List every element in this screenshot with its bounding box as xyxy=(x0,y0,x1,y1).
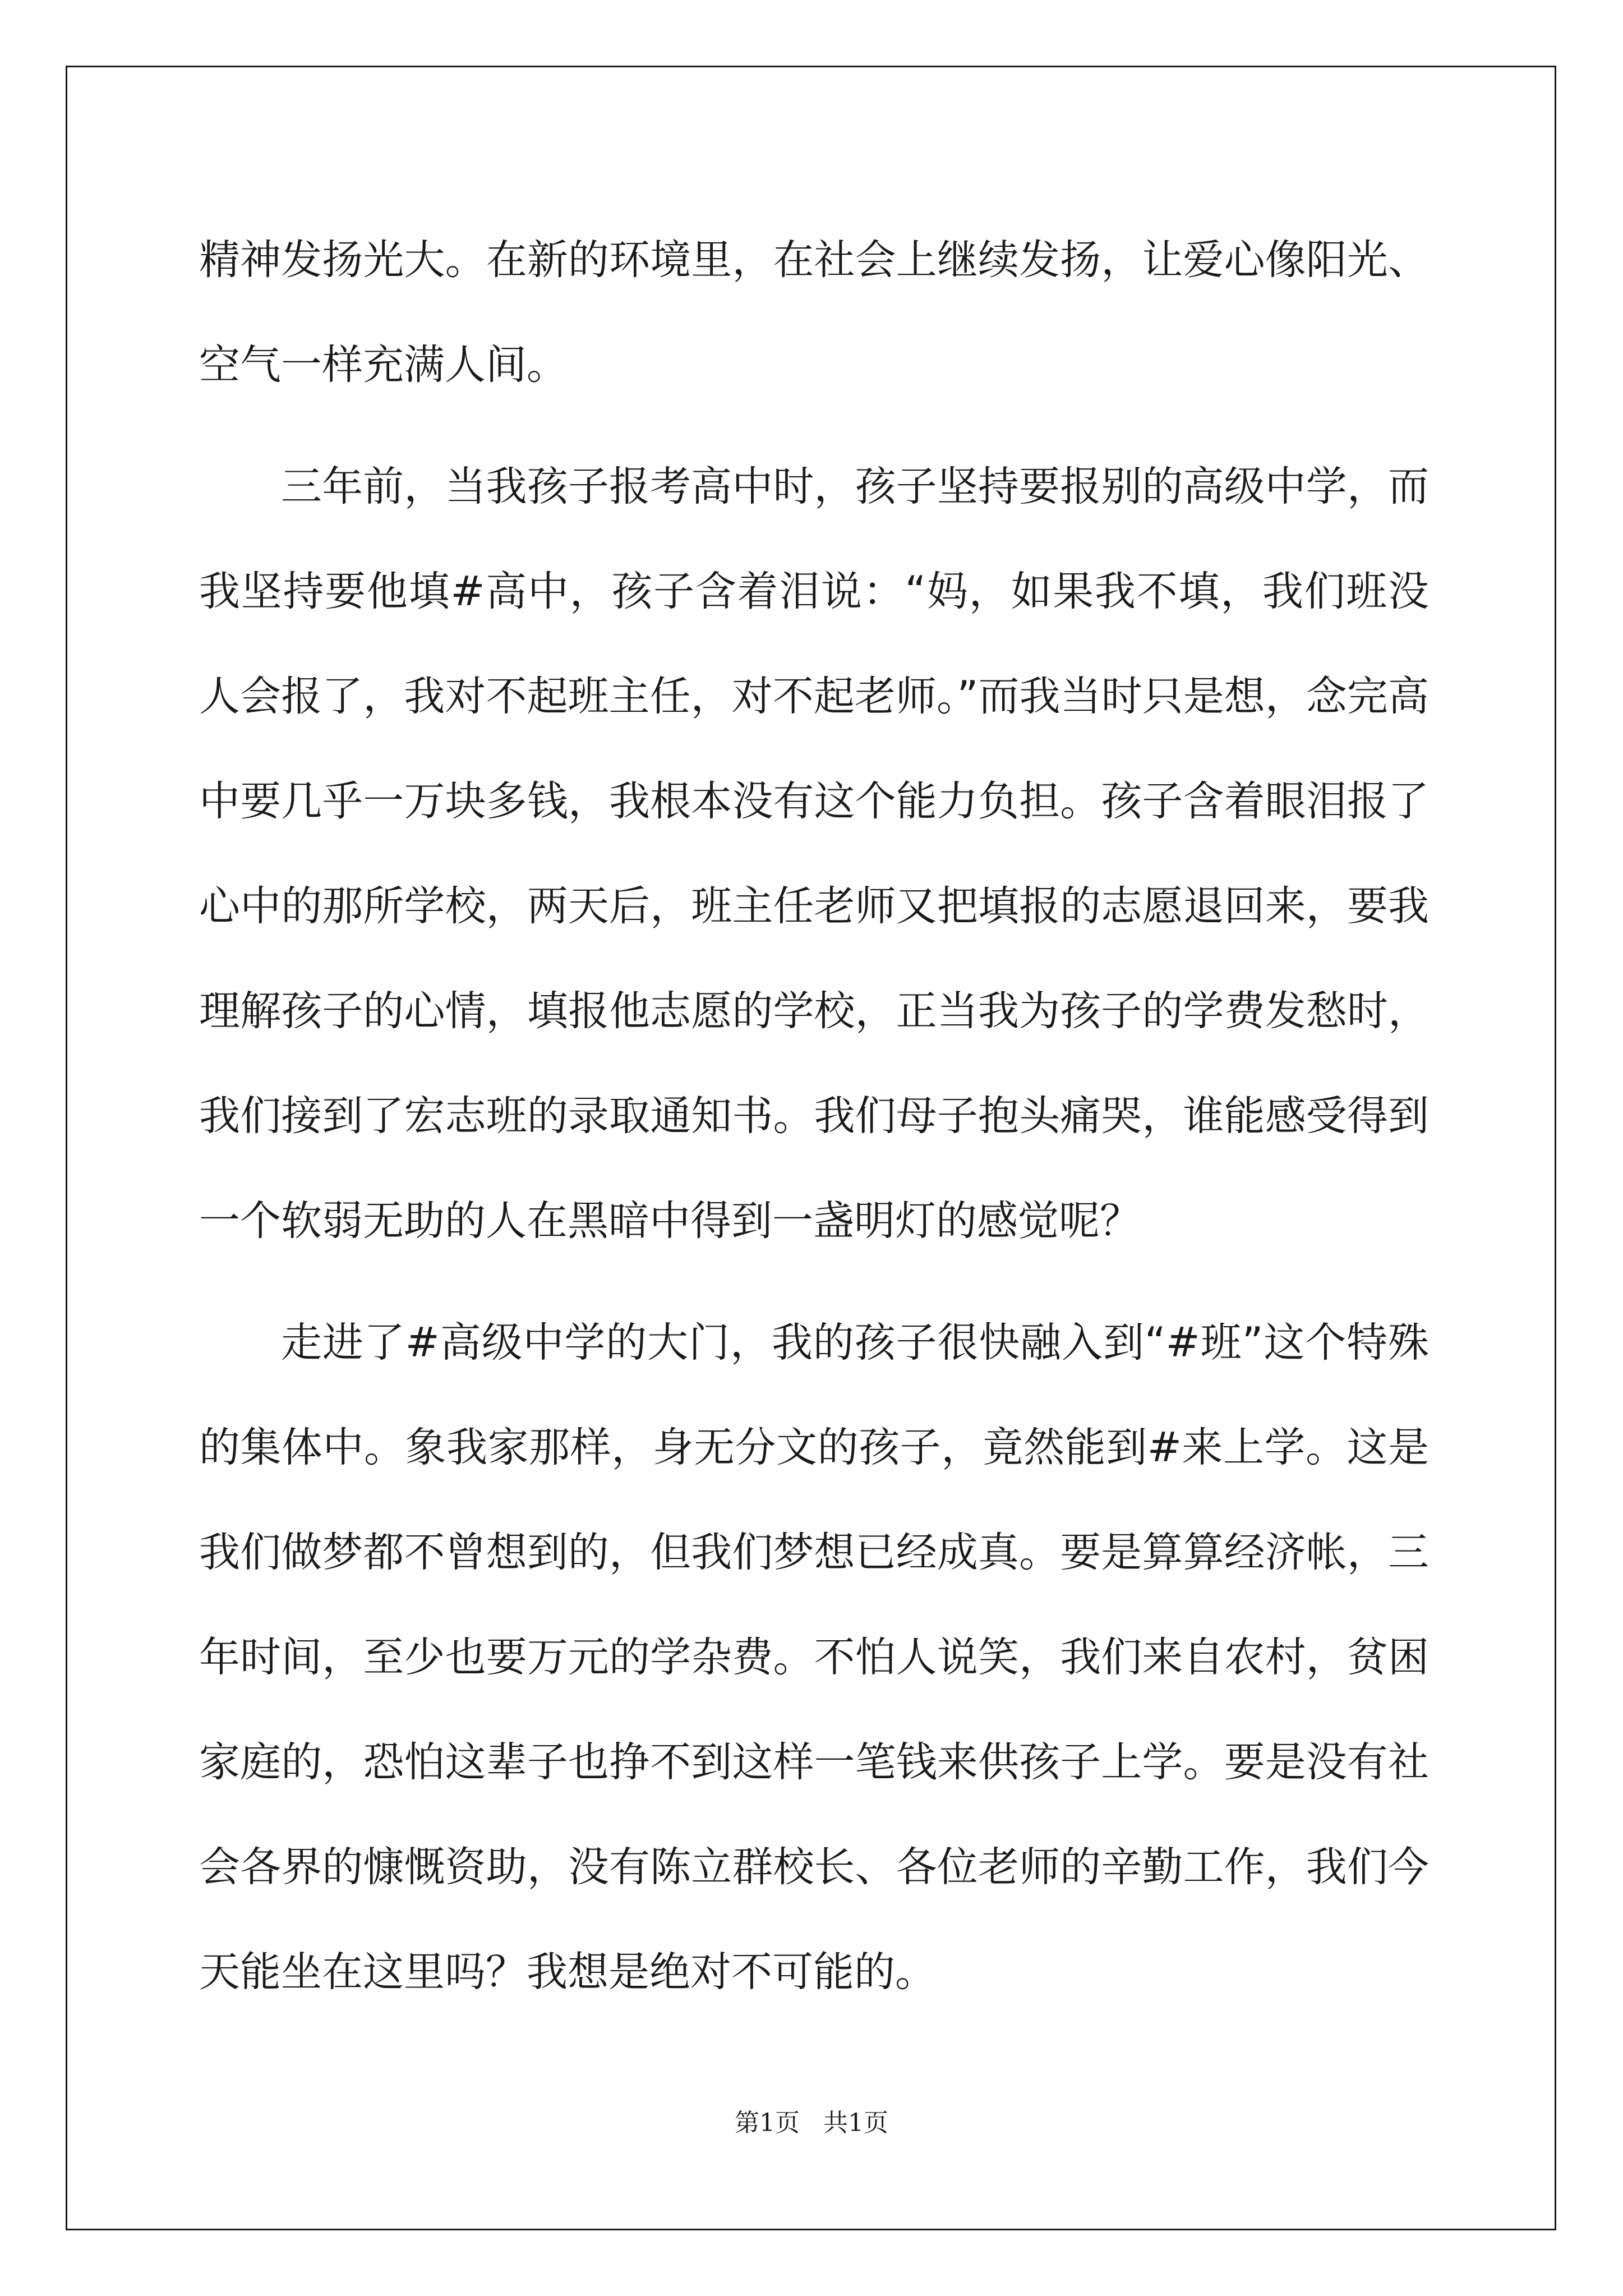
page-total-label: 共1页 xyxy=(823,2109,888,2137)
page-number-label: 第1页 xyxy=(735,2109,800,2137)
paragraph-3: 走进了#高级中学的大门，我的孩子很快融入到“#班”这个特殊的集体中。象我家那样，身无分文的孩子，竟然能到#来上学。这是我们做梦都不曾想到的，但我们梦想已经成真。要是算算经济帐，三年时间，至少也要万元的学杂费。不怕人说笑，我们来自农村，贫困家庭的，恐怕这辈子也挣不到这样一笔钱来供孩子上学。要是没有社会各界的慷慨资助，没有陈立群校长、各位老师的辛勤工作，我们今天能坐在这里吗？我想是绝对不可能的。 xyxy=(199,1319,1429,1996)
paragraph-1: 精神发扬光大。在新的环境里，在社会上继续发扬，让爱心像阳光、空气一样充满人间。 xyxy=(199,236,1429,389)
document-body xyxy=(199,208,1429,2024)
paragraph-2: 三年前，当我孩子报考高中时，孩子坚持要报别的高级中学，而我坚持要他填#高中，孩子含着泪说：“妈，如果我不填，我们班没人会报了，我对不起班主任，对不起老师。”而我当时只是想，念完高中要几乎一万块多钱，我根本没有这个能力负担。孩子含着眼泪报了心中的那所学校，两天后，班主任老师又把填报的志愿退回来，要我理解孩子的心情，填报他志愿的学校，正当我为孩子的学费发愁时，我们接到了宏志班的录取通知书。我们母子抱头痛哭，谁能感受得到一个软弱无助的人在黑暗中得到一盏明灯的感觉呢？ xyxy=(199,463,1429,1245)
page-footer xyxy=(0,2102,1623,2138)
